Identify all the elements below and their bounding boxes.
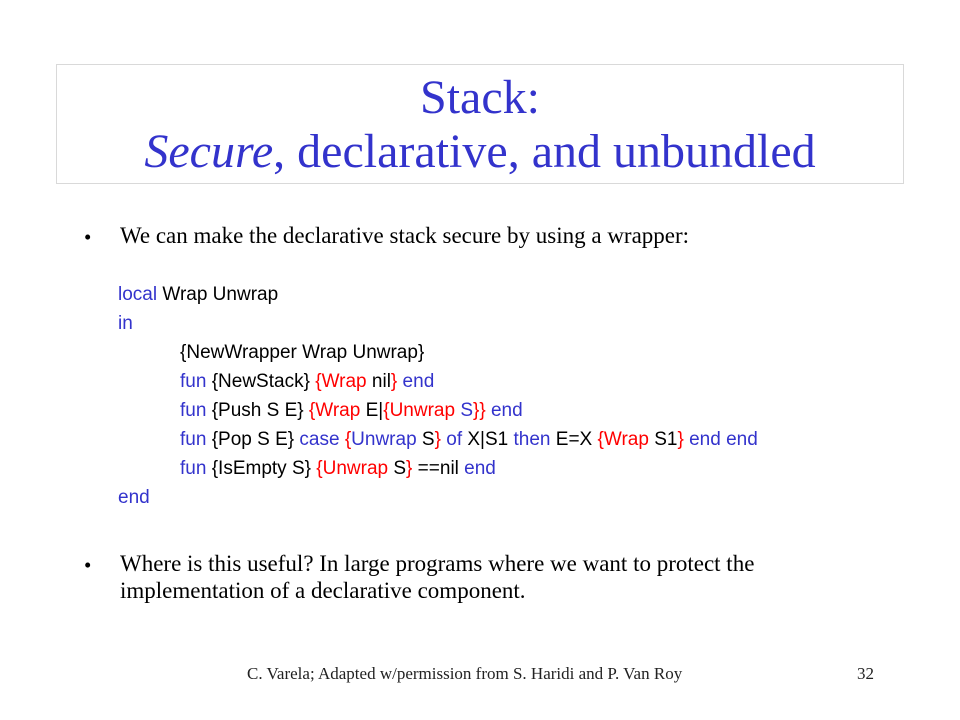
code-line-3: {NewWrapper Wrap Unwrap} — [180, 342, 425, 363]
title-italic-word: Secure — [144, 125, 274, 178]
code-line-8: end — [118, 487, 150, 508]
code-line-5: fun {Push S E} {Wrap E|{Unwrap S}} end — [180, 400, 523, 421]
page-number: 32 — [857, 664, 874, 683]
code-line-7: fun {IsEmpty S} {Unwrap S} ==nil end — [180, 458, 496, 479]
code-line-6: fun {Pop S E} case {Unwrap S} of X|S1 then E=X {Wrap S1} end end — [180, 429, 758, 450]
bullet-text-2: Where is this useful? In large programs where we want to protect the implementation of a declarative component. — [120, 551, 755, 603]
bullet-marker-1: • — [84, 225, 92, 249]
title-rest: , declarative, and unbundled — [273, 125, 816, 178]
code-line-4: fun {NewStack} {Wrap nil} end — [180, 371, 435, 392]
bullet-text-1: We can make the declarative stack secure by using a wrapper: — [120, 223, 690, 248]
slide-title-line2 — [57, 123, 903, 181]
code-line-1: local Wrap Unwrap — [118, 284, 279, 305]
code-line-2: in — [118, 313, 133, 334]
title-box — [56, 64, 904, 184]
bullet-marker-2: • — [84, 553, 92, 577]
slide-title-line1: Stack: — [420, 71, 540, 124]
code-block — [118, 280, 758, 512]
footer-credit: C. Varela; Adapted w/permission from S. Haridi and P. Van Roy — [247, 664, 683, 683]
